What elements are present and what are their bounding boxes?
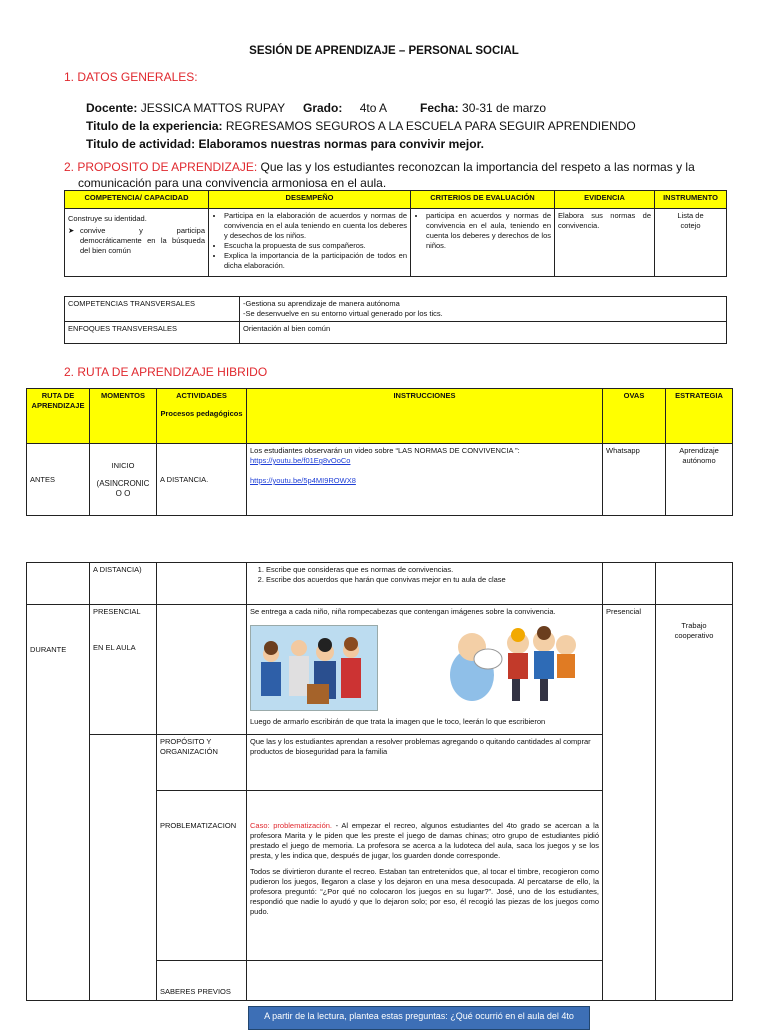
th-actividades — [157, 389, 247, 444]
proposito-text-1: Que las y los estudiantes reconozcan la importancia del respeto a las normas y la — [260, 160, 695, 174]
competencia-text: Construye su identidad. — [68, 214, 147, 223]
th-ovas: OVAS — [603, 389, 666, 444]
momento-asincronico: (ASINCRONIC O O — [96, 478, 150, 498]
docente-value: JESSICA MATTOS RUPAY — [140, 101, 286, 115]
experiencia-value: REGRESAMOS SEGUROS A LA ESCUELA PARA SEGUIR APRENDIENDO — [225, 119, 636, 133]
tareas-cell — [247, 563, 603, 605]
actividad-value: Elaboramos nuestras normas para convivir mejor. — [198, 137, 484, 151]
ruta-antes: ANTES — [27, 444, 90, 516]
th-procesos: Procesos pedagógicos — [160, 409, 243, 418]
competencia-cell — [65, 209, 209, 277]
enfoques-label: ENFOQUES TRANSVERSALES — [65, 322, 240, 344]
criterio-item: • participa en acuerdos y normas de convivencia en el aula, teniendo en cuenta los deberes y derechos de los niños. — [426, 211, 551, 251]
grado-value: 4to A — [359, 101, 388, 115]
th-criterios: CRITERIOS DE EVALUACIÓN — [411, 191, 555, 209]
instrumento-cell — [655, 209, 727, 277]
ovas-whatsapp: Whatsapp — [603, 444, 666, 516]
caso-cell — [247, 791, 603, 961]
th-competencia: COMPETENCIA/ CAPACIDAD — [65, 191, 209, 209]
saberes-cell — [247, 961, 603, 1001]
empty-cell — [90, 735, 157, 1001]
actividad-label: Titulo de actividad: — [86, 137, 196, 151]
fecha-value: 30-31 de marzo — [462, 101, 547, 115]
empty-cell — [603, 563, 656, 605]
comp-transversal-1: -Gestiona su aprendizaje de manera autónoma — [243, 299, 400, 308]
empty-cell — [656, 563, 733, 605]
th-actividades-label: ACTIVIDADES — [176, 391, 227, 400]
momento-inicio: INICIO — [111, 460, 135, 470]
proposito-table — [64, 190, 727, 277]
grado-label: Grado: — [303, 101, 343, 115]
proposito-organizacion-text: Que las y los estudiantes aprendan a resolver problemas agregando o quitando cantidades al comprar productos de bioseguridad para la familia — [247, 735, 603, 791]
momento-presencial: PRESENCIAL — [93, 607, 141, 616]
proposito-organizacion-label: PROPÓSITO Y ORGANIZACIÓN — [157, 735, 247, 791]
desempeno-cell — [209, 209, 411, 277]
grado-line — [303, 101, 387, 115]
capacidad-text: convive y participa democráticamente en la búsqueda del bien común — [80, 226, 205, 255]
section-datos-generales: 1. DATOS GENERALES: — [64, 70, 198, 84]
docente-label: Docente: — [86, 101, 138, 115]
problematizacion-label: PROBLEMATIZACION — [157, 791, 247, 961]
enfoques-value: Orientación al bien común — [240, 322, 727, 344]
estrategia-autonomo: Aprendizaje autónomo — [666, 444, 733, 516]
experiencia-label: Titulo de la experiencia: — [86, 119, 223, 133]
docente-line — [86, 101, 726, 115]
empty-cell — [157, 563, 247, 605]
competencias-transversales-label: COMPETENCIAS TRANSVERSALES — [65, 297, 240, 322]
ovas-presencial: Presencial — [603, 605, 656, 1001]
saberes-question-box: A partir de la lectura, plantea estas preguntas: ¿Qué ocurrió en el aula del 4to — [248, 1006, 590, 1030]
evidencia-cell: Elabora sus normas de convivencia. — [555, 209, 655, 277]
section-ruta: 2. RUTA DE APRENDIZAJE HIBRIDO — [64, 365, 268, 379]
momento-presencial-cell — [90, 605, 157, 735]
fecha-label: Fecha: — [420, 101, 459, 115]
students-image — [250, 625, 378, 711]
th-desempeno: DESEMPEÑO — [209, 191, 411, 209]
fecha-line — [420, 101, 546, 115]
estrategia-cooperativo-cell — [656, 605, 733, 1001]
competencias-transversales-values — [240, 297, 727, 322]
instr-luego: Luego de armarlo escribirán de que trata la imagen que le toco, leerán lo que escribieron — [250, 717, 546, 726]
th-momentos: MOMENTOS — [90, 389, 157, 444]
kids-cartoon-image — [432, 619, 582, 711]
capacidad-item — [68, 226, 205, 256]
th-instrumento: INSTRUMENTO — [655, 191, 727, 209]
desempeno-item: • Explica la importancia de la participación de todos en dicha elaboración. — [224, 251, 407, 271]
caso-text-2: Todos se divirtieron durante el recreo. Estaban tan entretenidos que, al tocar el timbre, recogieron como pudieron los juegos, llegaron a clase y los dejaron en una mesa desocupada. Al percatarse de ello, la profesora preguntó: “¿Por qué no colocaron los juegos en su lugar?”. José, uno de los estudiantes, respondió que nadie lo ayudó y que lo dejaron solo; por eso, él recogió las piezas de los juegos como pudo. — [250, 867, 599, 916]
proposito-paragraph — [64, 160, 754, 174]
rompecabezas-cell — [247, 605, 603, 735]
desempeno-item: • Participa en la elaboración de acuerdos y normas de convivencia en el aula teniendo en cuenta los deberes y desechos de los niños. — [224, 211, 407, 241]
ruta-table-continued — [26, 562, 733, 1001]
actividad-distancia: A DISTANCIA. — [157, 444, 247, 516]
saberes-previos-label: SABERES PREVIOS — [157, 961, 247, 1001]
instrumento-text: Lista de cotejo — [677, 211, 704, 230]
experiencia-line — [86, 119, 746, 133]
instr-rompecabezas: Se entrega a cada niño, niña rompecabezas que contengan imágenes sobre la convivencia. — [250, 607, 556, 616]
arrow-bullet-icon: ➤ — [68, 226, 75, 235]
desempeno-item: • Escucha la propuesta de sus compañeros. — [224, 241, 407, 251]
video-link-2[interactable]: https://youtu.be/5p4MI9ROWX8 — [250, 476, 356, 485]
caso-paragraph — [250, 821, 599, 861]
estrategia-cooperativo: Trabajo cooperativo — [674, 621, 714, 640]
th-ruta: RUTA DE APRENDIZAJE — [27, 389, 90, 444]
proposito-label: 2. PROPOSITO DE APRENDIZAJE: — [64, 160, 258, 174]
momento-inicio-cell — [90, 444, 157, 516]
caso-label: Caso: problematización. — [250, 821, 333, 830]
criterios-cell — [411, 209, 555, 277]
th-evidencia: EVIDENCIA — [555, 191, 655, 209]
transversal-table — [64, 296, 727, 344]
actividad-line — [86, 137, 746, 151]
comp-transversal-2: -Se desenvuelve en su entorno virtual generado por los tics. — [243, 309, 443, 318]
instrucciones-cell — [247, 444, 603, 516]
tarea-item: 1. Escribe que consideras que es normas de convivencias. — [266, 565, 599, 575]
tarea-item: 2. Escribe dos acuerdos que harán que convivas mejor en tu aula de clase — [266, 575, 599, 585]
page-title: SESIÓN DE APRENDIZAJE – PERSONAL SOCIAL — [249, 45, 519, 57]
ruta-durante: DURANTE — [27, 605, 90, 1001]
th-estrategia: ESTRATEGIA — [666, 389, 733, 444]
ruta-table — [26, 388, 733, 516]
caso-text: - Al empezar el recreo, algunos estudiantes del 4to grado se acercan a la profesora Marita y le piden que les preste el juego de damas chinas; otro grupo de estudiantes pidió prestado el juego de memoria. La profesora se acerca a la ludoteca del aula, saca los juegos y se los presta, y les indica que, después de jugar, los guarden donde corresponde. — [250, 821, 599, 860]
proposito-text-2: comunicación para una convivencia armoniosa en el aula. — [78, 176, 387, 190]
th-instrucciones: INSTRUCCIONES — [247, 389, 603, 444]
empty-cell — [27, 563, 90, 605]
empty-cell — [157, 605, 247, 735]
video-link-1[interactable]: https://youtu.be/f01Eg8vOoCo — [250, 456, 351, 465]
instr-video-text: Los estudiantes observarán un video sobre “LAS NORMAS DE CONVIVENCIA ”: — [250, 446, 520, 455]
momento-en-el-aula: EN EL AULA — [93, 643, 136, 652]
momento-distancia: A DISTANCIA) — [90, 563, 157, 605]
